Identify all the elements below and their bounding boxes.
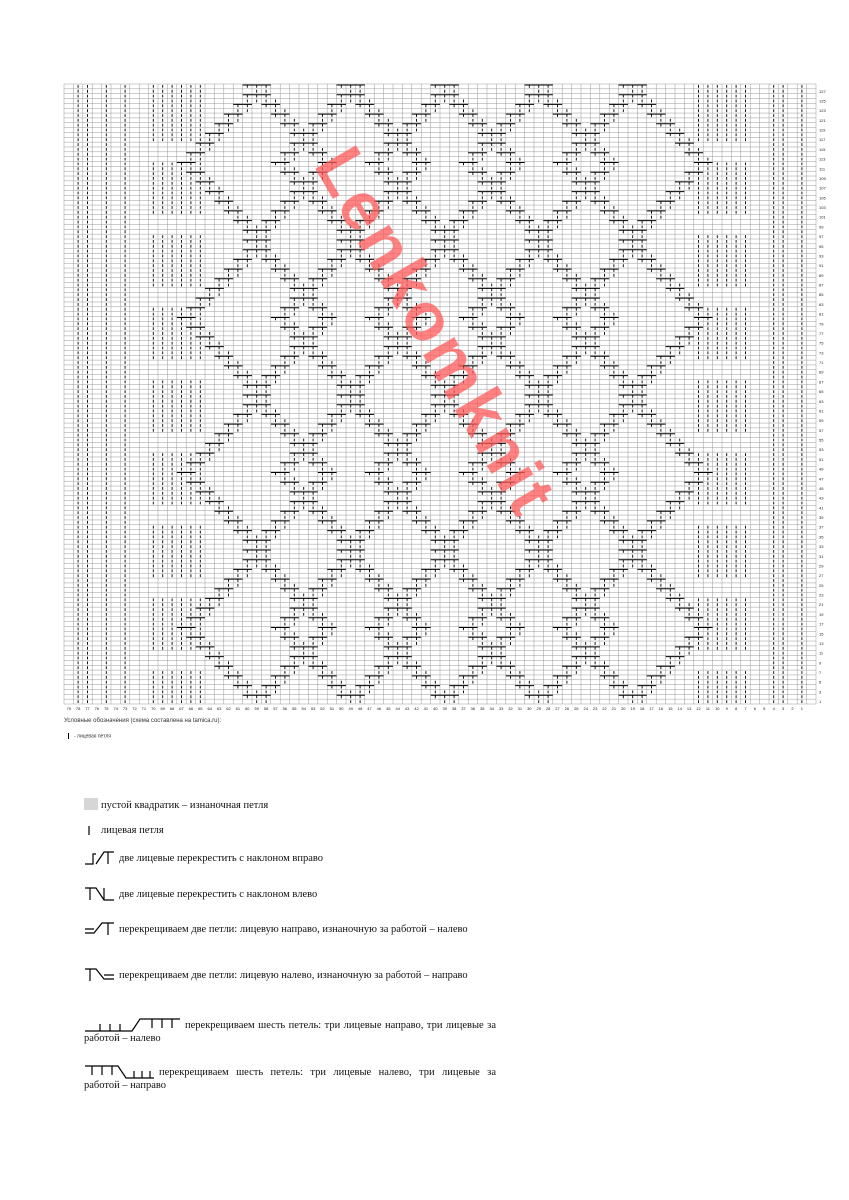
column-number: 23 [592,706,598,711]
column-number: 25 [574,706,579,711]
row-number: 53 [819,447,824,453]
row-number: 61 [819,408,824,414]
column-number: 60 [245,706,250,711]
column-number: 18 [639,706,645,711]
column-number: 71 [141,706,147,711]
row-number: 101 [819,214,826,220]
column-number: 35 [480,706,485,711]
column-number: 42 [414,706,419,711]
legend-text: перекрещиваем две петли: лицевую направо, изнаночную за работой – налево [119,924,468,935]
column-number: 46 [376,706,382,711]
column-number: 72 [132,706,137,711]
row-number: 1 [819,699,822,705]
cross-six-left-icon [84,1065,156,1079]
column-number: 37 [461,706,466,711]
column-number: 64 [207,706,212,711]
column-number: 58 [263,706,269,711]
row-number: 9 [819,660,822,666]
knit-stitch-icon [84,825,98,837]
row-number: 21 [819,602,824,608]
column-number: 40 [433,706,438,711]
legend-item-knit [84,824,496,837]
column-number: 73 [122,706,128,711]
legend-item-cross-six-right [84,1018,496,1045]
column-number: 6 [753,706,757,711]
legend-item-purl [84,798,496,812]
row-number: 45 [819,486,824,491]
row-number: 43 [819,495,824,501]
column-number: 19 [630,706,635,711]
legend-text: перекрещиваем шесть петель: три лицевые направо, три лицевые за работой – налево [84,1020,496,1044]
row-number: 107 [819,185,826,191]
legend-caption: Условные обозначения (схема составлена на tamica.ru): [64,718,222,724]
row-number: 41 [819,505,824,511]
row-number: 125 [819,98,826,104]
row-number: 57 [819,427,824,433]
row-number: 113 [819,156,826,162]
column-number: 8 [734,706,738,711]
column-number: 21 [611,706,617,711]
column-number: 52 [320,706,325,711]
row-number: 17 [819,621,824,627]
legend-text: перекрещиваем шесть петель: три лицевые налево, три лицевые за работой – направо [84,1067,496,1091]
column-number: 62 [226,706,231,711]
row-number: 117 [819,137,826,143]
column-number: 13 [686,706,692,711]
row-number: 127 [819,88,826,94]
purl-square-icon [84,798,98,810]
column-number: 77 [85,706,90,711]
row-number: 119 [819,127,826,133]
column-number: 17 [649,706,654,711]
legend-item-cross-right [84,851,496,865]
column-number: 2 [791,706,794,711]
column-number: 16 [658,706,664,711]
column-number: 10 [715,706,720,711]
column-number: 1 [800,706,804,711]
column-number: 24 [583,706,588,711]
column-number: 9 [725,706,728,711]
column-number: 45 [386,706,391,711]
column-number: 20 [621,706,626,711]
row-number: 3 [819,689,822,695]
column-number: 43 [404,706,410,711]
column-number: 50 [339,706,344,711]
column-number: 31 [517,706,523,711]
column-number: 69 [160,706,165,711]
legend-text: две лицевые перекрестить с наклоном влево [119,889,318,900]
row-number: 121 [819,117,826,123]
row-number: 49 [819,466,824,472]
row-number: 23 [819,592,824,598]
row-number: 91 [819,263,824,269]
row-number: 85 [819,292,824,298]
row-number: 59 [819,418,824,424]
row-number: 7 [819,670,822,675]
column-number: 39 [442,706,447,711]
column-number: 41 [423,706,429,711]
legend-text: перекрещиваем две петли: лицевую налево, изнаночную за работой – направо [119,970,468,981]
row-number: 99 [819,224,824,230]
row-number: 65 [819,389,824,395]
row-number: 77 [819,331,824,336]
column-number: 56 [282,706,288,711]
column-number: 78 [75,706,81,711]
legend-item-cross-knit-purl-left [84,968,496,982]
column-number: 61 [235,706,241,711]
mini-key-label: - лицевая петля [74,733,111,740]
column-number: 28 [545,706,551,711]
row-number: 11 [819,650,824,656]
cross-two-right-icon [84,851,116,865]
watermark-text: Lenkomknit [300,134,572,529]
column-number: 3 [781,706,785,711]
column-number: 11 [705,706,710,711]
row-number: 15 [819,631,824,637]
column-number: 57 [273,706,278,711]
row-number: 79 [819,321,824,327]
legend-text: две лицевые перекрестить с наклоном вправо [119,853,324,864]
row-number: 81 [819,311,824,317]
row-number: 97 [819,234,824,240]
knit-stitch-icon [68,733,69,739]
column-number: 26 [564,706,570,711]
row-number: 25 [819,582,824,588]
column-number: 49 [348,706,353,711]
row-number: 19 [819,611,824,617]
row-number: 39 [819,515,824,520]
column-number: 34 [489,706,494,711]
row-number: 35 [819,534,824,540]
column-number: 15 [668,706,673,711]
row-number: 103 [819,205,826,210]
column-number: 79 [66,706,71,711]
row-number: 71 [819,360,824,365]
cross-knit-purl-right-icon [84,922,116,936]
column-number: 48 [357,706,363,711]
column-number: 51 [329,706,335,711]
row-number: 33 [819,544,824,550]
row-number: 47 [819,476,824,482]
column-number: 4 [772,706,775,711]
column-number: 53 [310,706,316,711]
legend-text: лицевая петля [101,825,164,836]
legend-item-cross-six-left [84,1065,496,1092]
legend-item-cross-knit-purl-right [84,922,496,936]
row-number: 115 [819,146,826,152]
column-number: 30 [527,706,532,711]
row-number: 105 [819,195,826,201]
row-number: 31 [819,553,824,559]
column-number: 59 [254,706,259,711]
column-number: 68 [169,706,175,711]
column-number: 75 [104,706,109,711]
row-number: 73 [819,350,824,356]
cross-six-right-icon [84,1018,182,1032]
column-number: 29 [536,706,541,711]
column-number: 38 [451,706,457,711]
row-number: 55 [819,437,824,443]
row-number: 109 [819,176,826,181]
row-number: 111 [819,166,826,172]
row-number: 67 [819,379,824,385]
row-number: 83 [819,301,824,307]
row-number: 51 [819,456,824,462]
column-number: 36 [470,706,476,711]
row-number: 63 [819,398,824,404]
row-number: 93 [819,253,824,259]
row-number: 123 [819,108,826,114]
column-number: 32 [508,706,513,711]
cross-knit-purl-left-icon [84,968,116,982]
row-number: 29 [819,563,824,569]
column-number: 5 [763,706,766,711]
column-number: 63 [216,706,222,711]
row-number: 95 [819,243,824,249]
column-number: 7 [744,706,747,711]
legend-text: пустой квадратик – изнаночная петля [101,800,269,811]
row-number: 89 [819,272,824,278]
column-number: 22 [602,706,607,711]
column-number: 65 [198,706,203,711]
legend-item-cross-left [84,887,496,901]
row-number: 13 [819,641,824,646]
column-number: 55 [292,706,297,711]
row-number: 75 [819,340,824,346]
column-number: 14 [677,706,682,711]
column-number: 67 [179,706,184,711]
column-number: 76 [94,706,100,711]
column-number: 27 [555,706,560,711]
column-number: 12 [696,706,701,711]
chart-grid [64,84,816,704]
column-number: 33 [498,706,504,711]
column-number: 47 [367,706,372,711]
cross-two-left-icon [84,887,116,901]
column-number: 74 [113,706,118,711]
column-number: 66 [188,706,194,711]
row-number: 5 [819,679,822,685]
mini-key [68,733,111,739]
row-number: 27 [819,573,824,579]
column-number: 54 [301,706,306,711]
row-number: 87 [819,282,824,288]
row-number: 69 [819,369,824,375]
cable-crossings [177,85,713,695]
column-number: 44 [395,706,400,711]
column-number: 70 [151,706,156,711]
row-number: 37 [819,524,824,530]
